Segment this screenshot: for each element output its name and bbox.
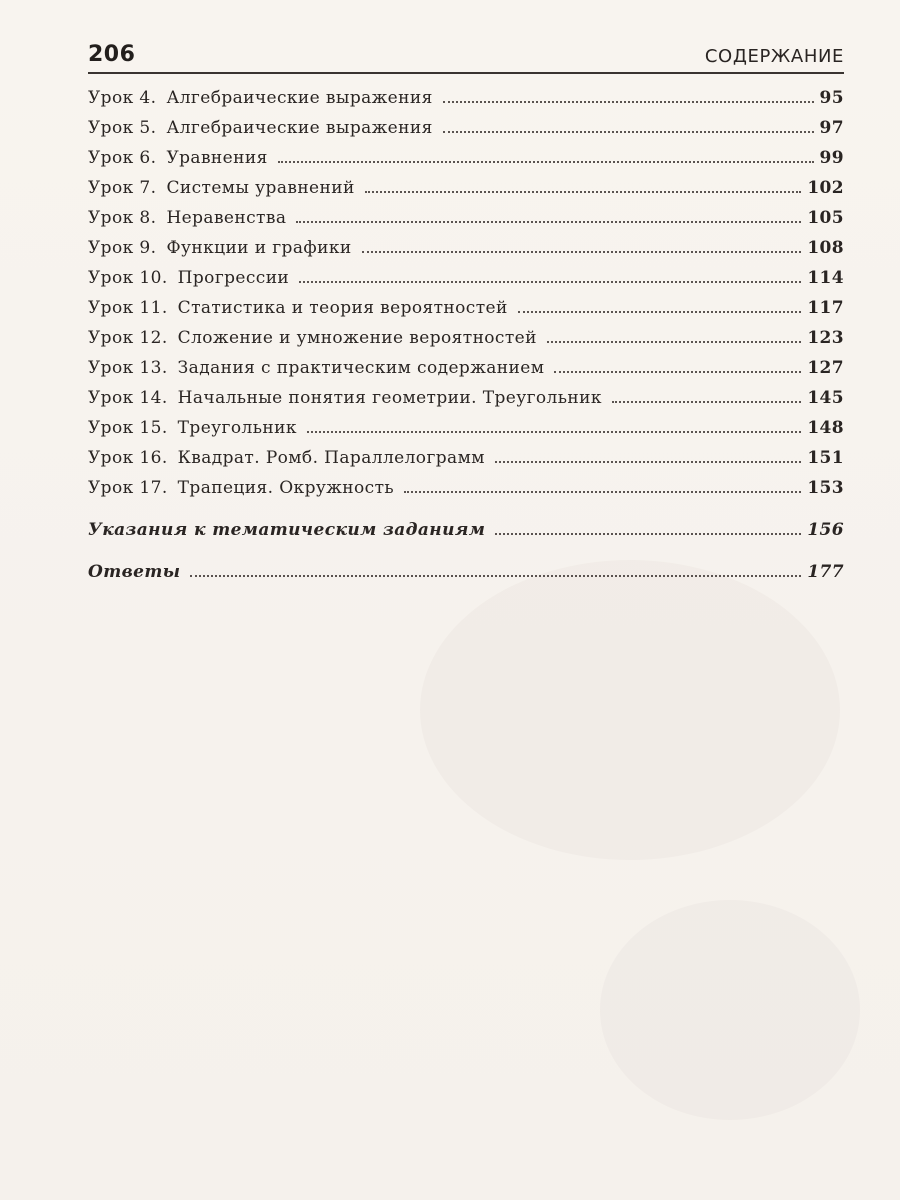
lesson-number: Урок 4. [88,88,157,108]
page-ref: 123 [807,328,844,348]
dot-leader [190,575,801,577]
page-ref: 105 [807,208,844,228]
lesson-number: Урок 6. [88,148,157,168]
toc-entry[interactable] [88,268,844,298]
lesson-number: Урок 15. [88,418,168,438]
page-ref: 95 [819,88,844,108]
dot-leader [443,131,814,133]
lesson-title: Уравнения [166,148,268,168]
toc-entry[interactable] [88,208,844,238]
lesson-title: Начальные понятия геометрии. Треугольник [177,388,602,408]
toc-entry[interactable] [88,388,844,418]
page-ref: 145 [807,388,844,408]
lesson-title: Функции и графики [166,238,352,258]
lesson-number: Урок 8. [88,208,157,228]
toc-entry[interactable] [88,478,844,508]
page-ref: 102 [807,178,844,198]
lesson-title: Статистика и теория вероятностей [177,298,508,318]
toc-entry[interactable] [88,448,844,478]
lesson-number: Урок 7. [88,178,157,198]
page-header [88,40,844,74]
section-entry-title: Ответы [88,562,181,582]
toc-entry[interactable] [88,418,844,448]
toc-section-entry[interactable] [88,520,844,550]
lesson-title: Задания с практическим содержанием [177,358,545,378]
lesson-number: Урок 16. [88,448,168,468]
page-ref: 108 [807,238,844,258]
toc-section-entry[interactable] [88,562,844,592]
page-ref: 177 [807,562,844,582]
lesson-number: Урок 11. [88,298,168,318]
dot-leader [278,161,814,163]
dot-leader [518,311,802,313]
dot-leader [296,221,801,223]
toc-entry[interactable] [88,148,844,178]
lesson-title: Неравенства [166,208,287,228]
spacer [88,550,844,562]
lesson-title: Алгебраические выражения [166,118,433,138]
dot-leader [404,491,801,493]
lesson-number: Урок 10. [88,268,168,288]
bleed-through-shadow [600,900,860,1120]
page-ref: 99 [819,148,844,168]
page-ref: 127 [807,358,844,378]
page-ref: 153 [807,478,844,498]
dot-leader [612,401,801,403]
page-ref: 156 [807,520,844,540]
lesson-number: Урок 14. [88,388,168,408]
toc-entry[interactable] [88,298,844,328]
lesson-number: Урок 13. [88,358,168,378]
page-ref: 117 [807,298,844,318]
dot-leader [443,101,814,103]
lesson-number: Урок 9. [88,238,157,258]
page-ref: 97 [819,118,844,138]
toc-entry[interactable] [88,358,844,388]
lesson-title: Системы уравнений [166,178,355,198]
lesson-title: Сложение и умножение вероятностей [177,328,537,348]
lesson-title: Прогрессии [177,268,290,288]
header-rule [88,72,844,74]
lesson-title: Трапеция. Окружность [177,478,395,498]
dot-leader [554,371,801,373]
table-of-contents [88,88,844,592]
lesson-number: Урок 12. [88,328,168,348]
lesson-title: Алгебраические выражения [166,88,433,108]
toc-entry[interactable] [88,238,844,268]
dot-leader [365,191,802,193]
dot-leader [495,533,801,535]
toc-entry[interactable] [88,118,844,148]
toc-entry[interactable] [88,328,844,358]
page-number: 206 [88,42,136,67]
dot-leader [307,431,801,433]
toc-entry[interactable] [88,178,844,208]
page-ref: 151 [807,448,844,468]
section-title: СОДЕРЖАНИЕ [704,46,844,67]
page-ref: 148 [807,418,844,438]
toc-entry[interactable] [88,88,844,118]
dot-leader [495,461,801,463]
dot-leader [299,281,801,283]
bleed-through-shadow [420,560,840,860]
lesson-number: Урок 17. [88,478,168,498]
lesson-title: Треугольник [177,418,297,438]
lesson-title: Квадрат. Ромб. Параллелограмм [177,448,485,468]
dot-leader [362,251,802,253]
lesson-number: Урок 5. [88,118,157,138]
page-ref: 114 [807,268,844,288]
dot-leader [547,341,801,343]
section-entry-title: Указания к тематическим заданиям [88,520,486,540]
spacer [88,508,844,520]
